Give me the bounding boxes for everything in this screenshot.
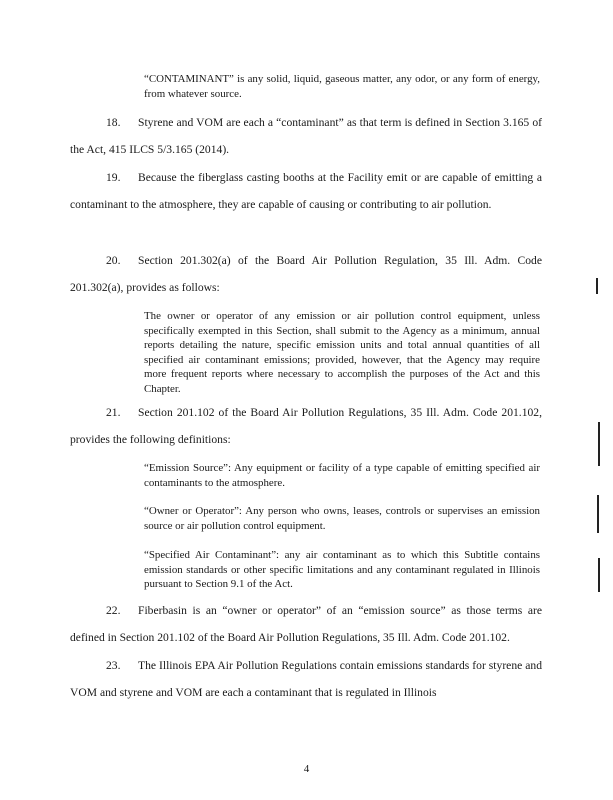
paragraph-text: Section 201.102 of the Board Air Pollution Regulations, 35 Ill. Adm. Code 201.102, provides the following definitions:	[70, 406, 542, 446]
paragraph-19	[70, 165, 542, 218]
definition-emission-source: “Emission Source”: Any equipment or facility of a type capable of emitting specified air contaminants to the atmosphere.	[144, 462, 540, 489]
contaminant-definition-quote: “CONTAMINANT” is any solid, liquid, gaseous matter, any odor, or any form of energy, from whatever source.	[144, 73, 540, 100]
paragraph-20	[70, 248, 542, 301]
paragraph-21	[70, 400, 542, 453]
paragraph-23	[70, 653, 542, 706]
definition-owner-operator: “Owner or Operator”: Any person who owns, leases, controls or supervises an emission source or air pollution control equipment.	[144, 505, 540, 532]
annual-reports-quote: The owner or operator of any emission or air pollution control equipment, unless specifically exempted in this Section, shall submit to the Agency as a minimum, annual reports detailing the nature, specific emission units and total annual quantities of all specified air contaminant emissions; provided, however, that the Agency may require more frequent reports where necessary to accomplish the purposes of the Act and this Chapter.	[144, 310, 540, 395]
paragraph-22	[70, 598, 542, 651]
paragraph-text: Because the fiberglass casting booths at the Facility emit or are capable of emitting a contaminant to the atmosphere, they are capable of causing or contributing to air pollution.	[70, 171, 542, 211]
paragraph-number: 19.	[106, 171, 121, 184]
scan-artifact-mark	[597, 495, 599, 533]
paragraph-text: Styrene and VOM are each a “contaminant” as that term is defined in Section 3.165 of the Act, 415 ILCS 5/3.165 (2014).	[70, 116, 542, 156]
page-number: 4	[303, 763, 310, 775]
paragraph-number: 23.	[106, 659, 121, 672]
scan-artifact-mark	[596, 278, 598, 294]
paragraph-number: 22.	[106, 604, 121, 617]
paragraph-number: 20.	[106, 254, 121, 267]
paragraph-text: Fiberbasin is an “owner or operator” of an “emission source” as those terms are defined in Section 201.102 of the Board Air Pollution Regulations, 35 Ill. Adm. Code 201.102.	[70, 604, 542, 644]
paragraph-number: 18.	[106, 116, 121, 129]
paragraph-18	[70, 110, 542, 163]
scan-artifact-mark	[598, 422, 600, 466]
paragraph-number: 21.	[106, 406, 121, 419]
definition-specified-air-contaminant: “Specified Air Contaminant”: any air contaminant as to which this Subtitle contains emission standards or other specific limitations and any contaminant regulated in Illinois pursuant to Section 9.1 of the Act.	[144, 549, 540, 591]
paragraph-text: The Illinois EPA Air Pollution Regulations contain emissions standards for styrene and VOM and styrene and VOM are each a contaminant that is regulated in Illinois	[70, 659, 542, 699]
scan-artifact-mark	[598, 558, 600, 592]
paragraph-text: Section 201.302(a) of the Board Air Pollution Regulation, 35 Ill. Adm. Code 201.302(a), provides as follows:	[70, 254, 542, 294]
